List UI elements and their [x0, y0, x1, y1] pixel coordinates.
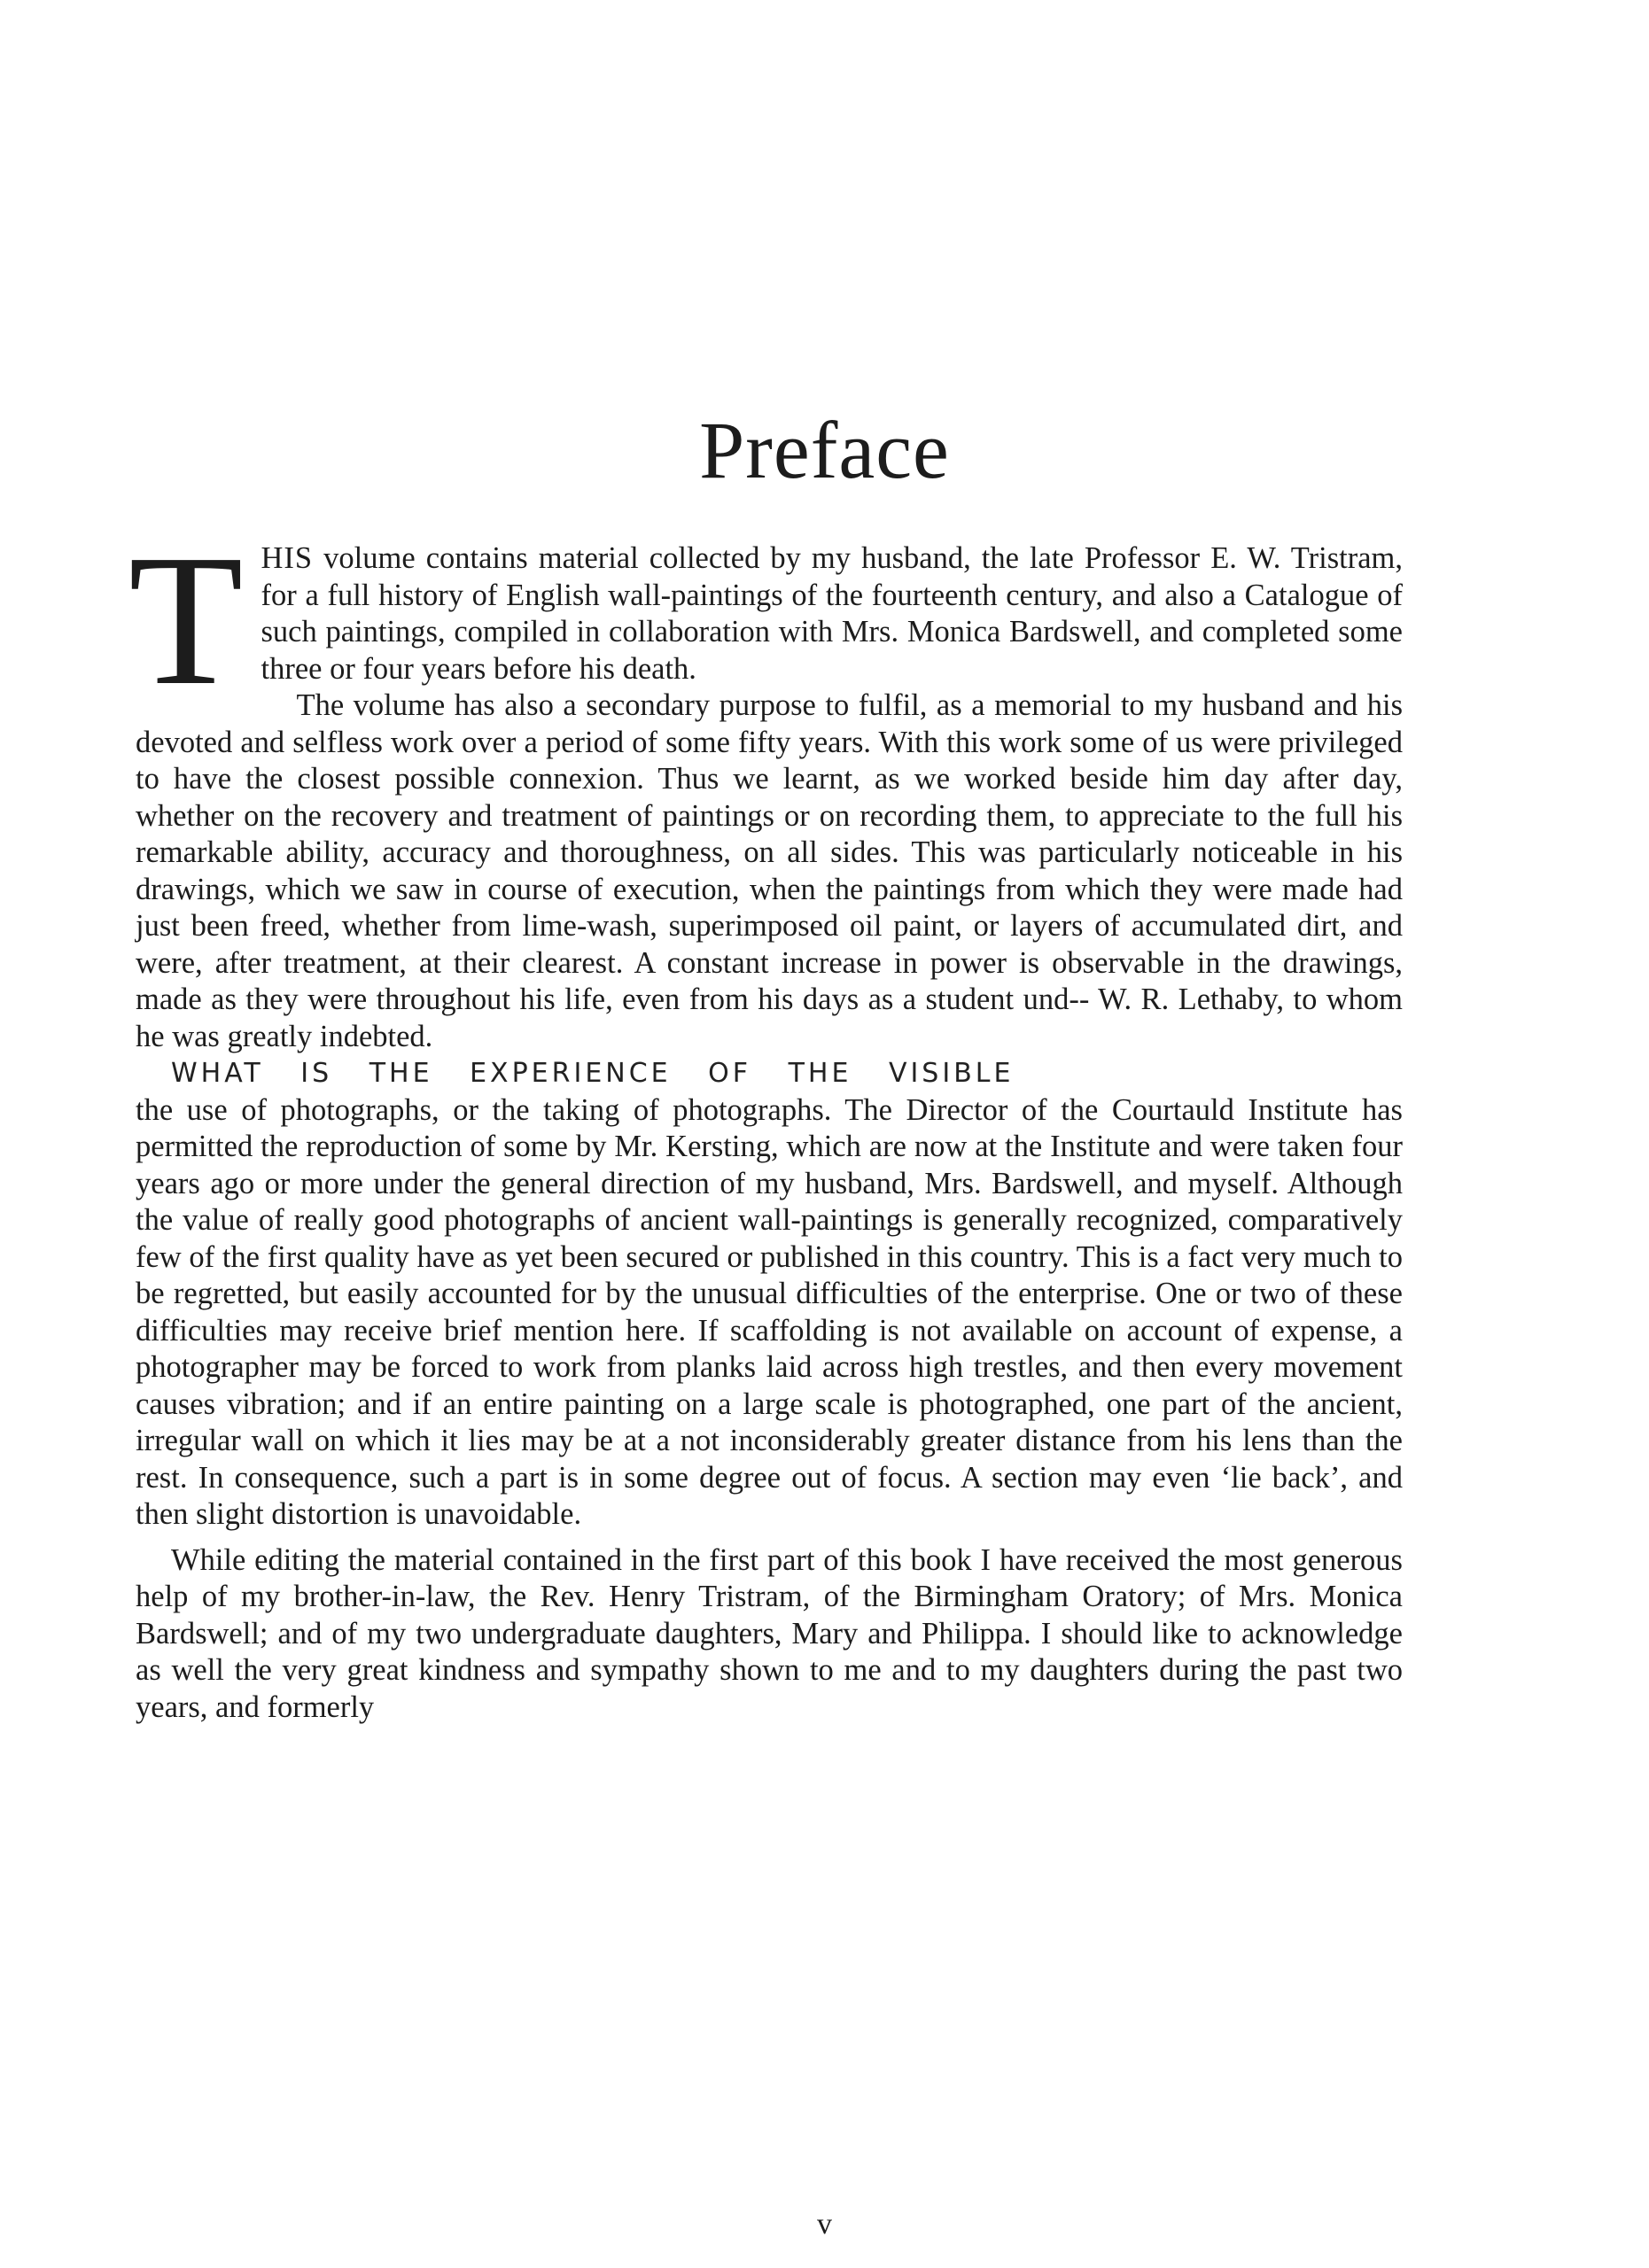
page-title: Preface	[699, 405, 950, 495]
page-number: v	[817, 2208, 832, 2241]
first-word-rest: HIS	[261, 541, 314, 575]
garbled-line: WHAT IS THE EXPERIENCE OF THE VISIBLE	[171, 1058, 1015, 1089]
paragraph-3: the use of photographs, or the taking of photographs. The Director of the Courtauld Institute has permitted the reproduction of some by Mr. Kersting, which are now at the Institute and were taken four years ago or more under the general direction of my husband, Mrs. Bardswell, and myself. Although the value of really good photographs of ancient wall-paintings is generally recognized, comparatively few of the first quality have as yet been secured or published in this country. This is a fact very much to be regretted, but easily accounted for by the unusual difficulties of the enterprise. One or two of these difficulties may receive brief mention here. If scaffolding is not available on account of expense, a photographer may be forced to work from planks laid across high trestles, and then every movement causes vibration; and if an entire painting on a large scale is photographed, one part of the ancient, irregular wall on which it lies may be at a not inconsiderably greater distance from his lens than the rest. In consequence, such a part is in some degree out of focus. A section may even ‘lie back’, and then slight distortion is unavoidable.	[136, 1092, 1403, 1531]
paragraph-4: While editing the material contained in the first part of this book I have received the most generous help of my brother-in-law, the Rev. Henry Tristram, of the Birmingham Oratory; of Mrs. Monica Bardswell; and of my two undergraduate daughters, Mary and Philippa. I should like to acknowledge as well the very great kindness and sympathy shown to me and to my daughters during the past two years, and formerly	[136, 1542, 1403, 1724]
paragraph-1	[128, 516, 1403, 724]
preface-body	[128, 516, 1403, 1726]
paragraph-2: The volume has also a secondary purpose to fulfil, as a memorial to my husband and his devoted and selfless work over a period of some fifty years. With this work some of us were privileged to have the closest possible connexion. Thus we learnt, as we worked beside him day after day, whether on the recovery and treatment of paintings or on recording them, to appreciate to the full his remarkable ability, accuracy and thoroughness, on all sides. This was particularly noticeable in his drawings, which we saw in course of execution, when the paintings from which they were made had just been freed, whether from lime-wash, superimposed oil paint, or layers of accumulated dirt, and were, after treatment, at their clearest. A constant increase in power is observable in the drawings, made as they were throughout his life, even from his days as a student und-- W. R. Lethaby, to whom he was greatly indebted.	[136, 688, 1403, 1053]
paragraph-1-text: volume contains material collected by my husband, the late Professor E. W. Tristram, for a full history of English wall-paintings of the fourteenth century, and also a Catalogue of such paintings, compiled in collaboration with Mrs. Monica Bardswell, and completed some three or four years before his death.	[261, 541, 1403, 686]
drop-cap: T	[128, 516, 244, 724]
